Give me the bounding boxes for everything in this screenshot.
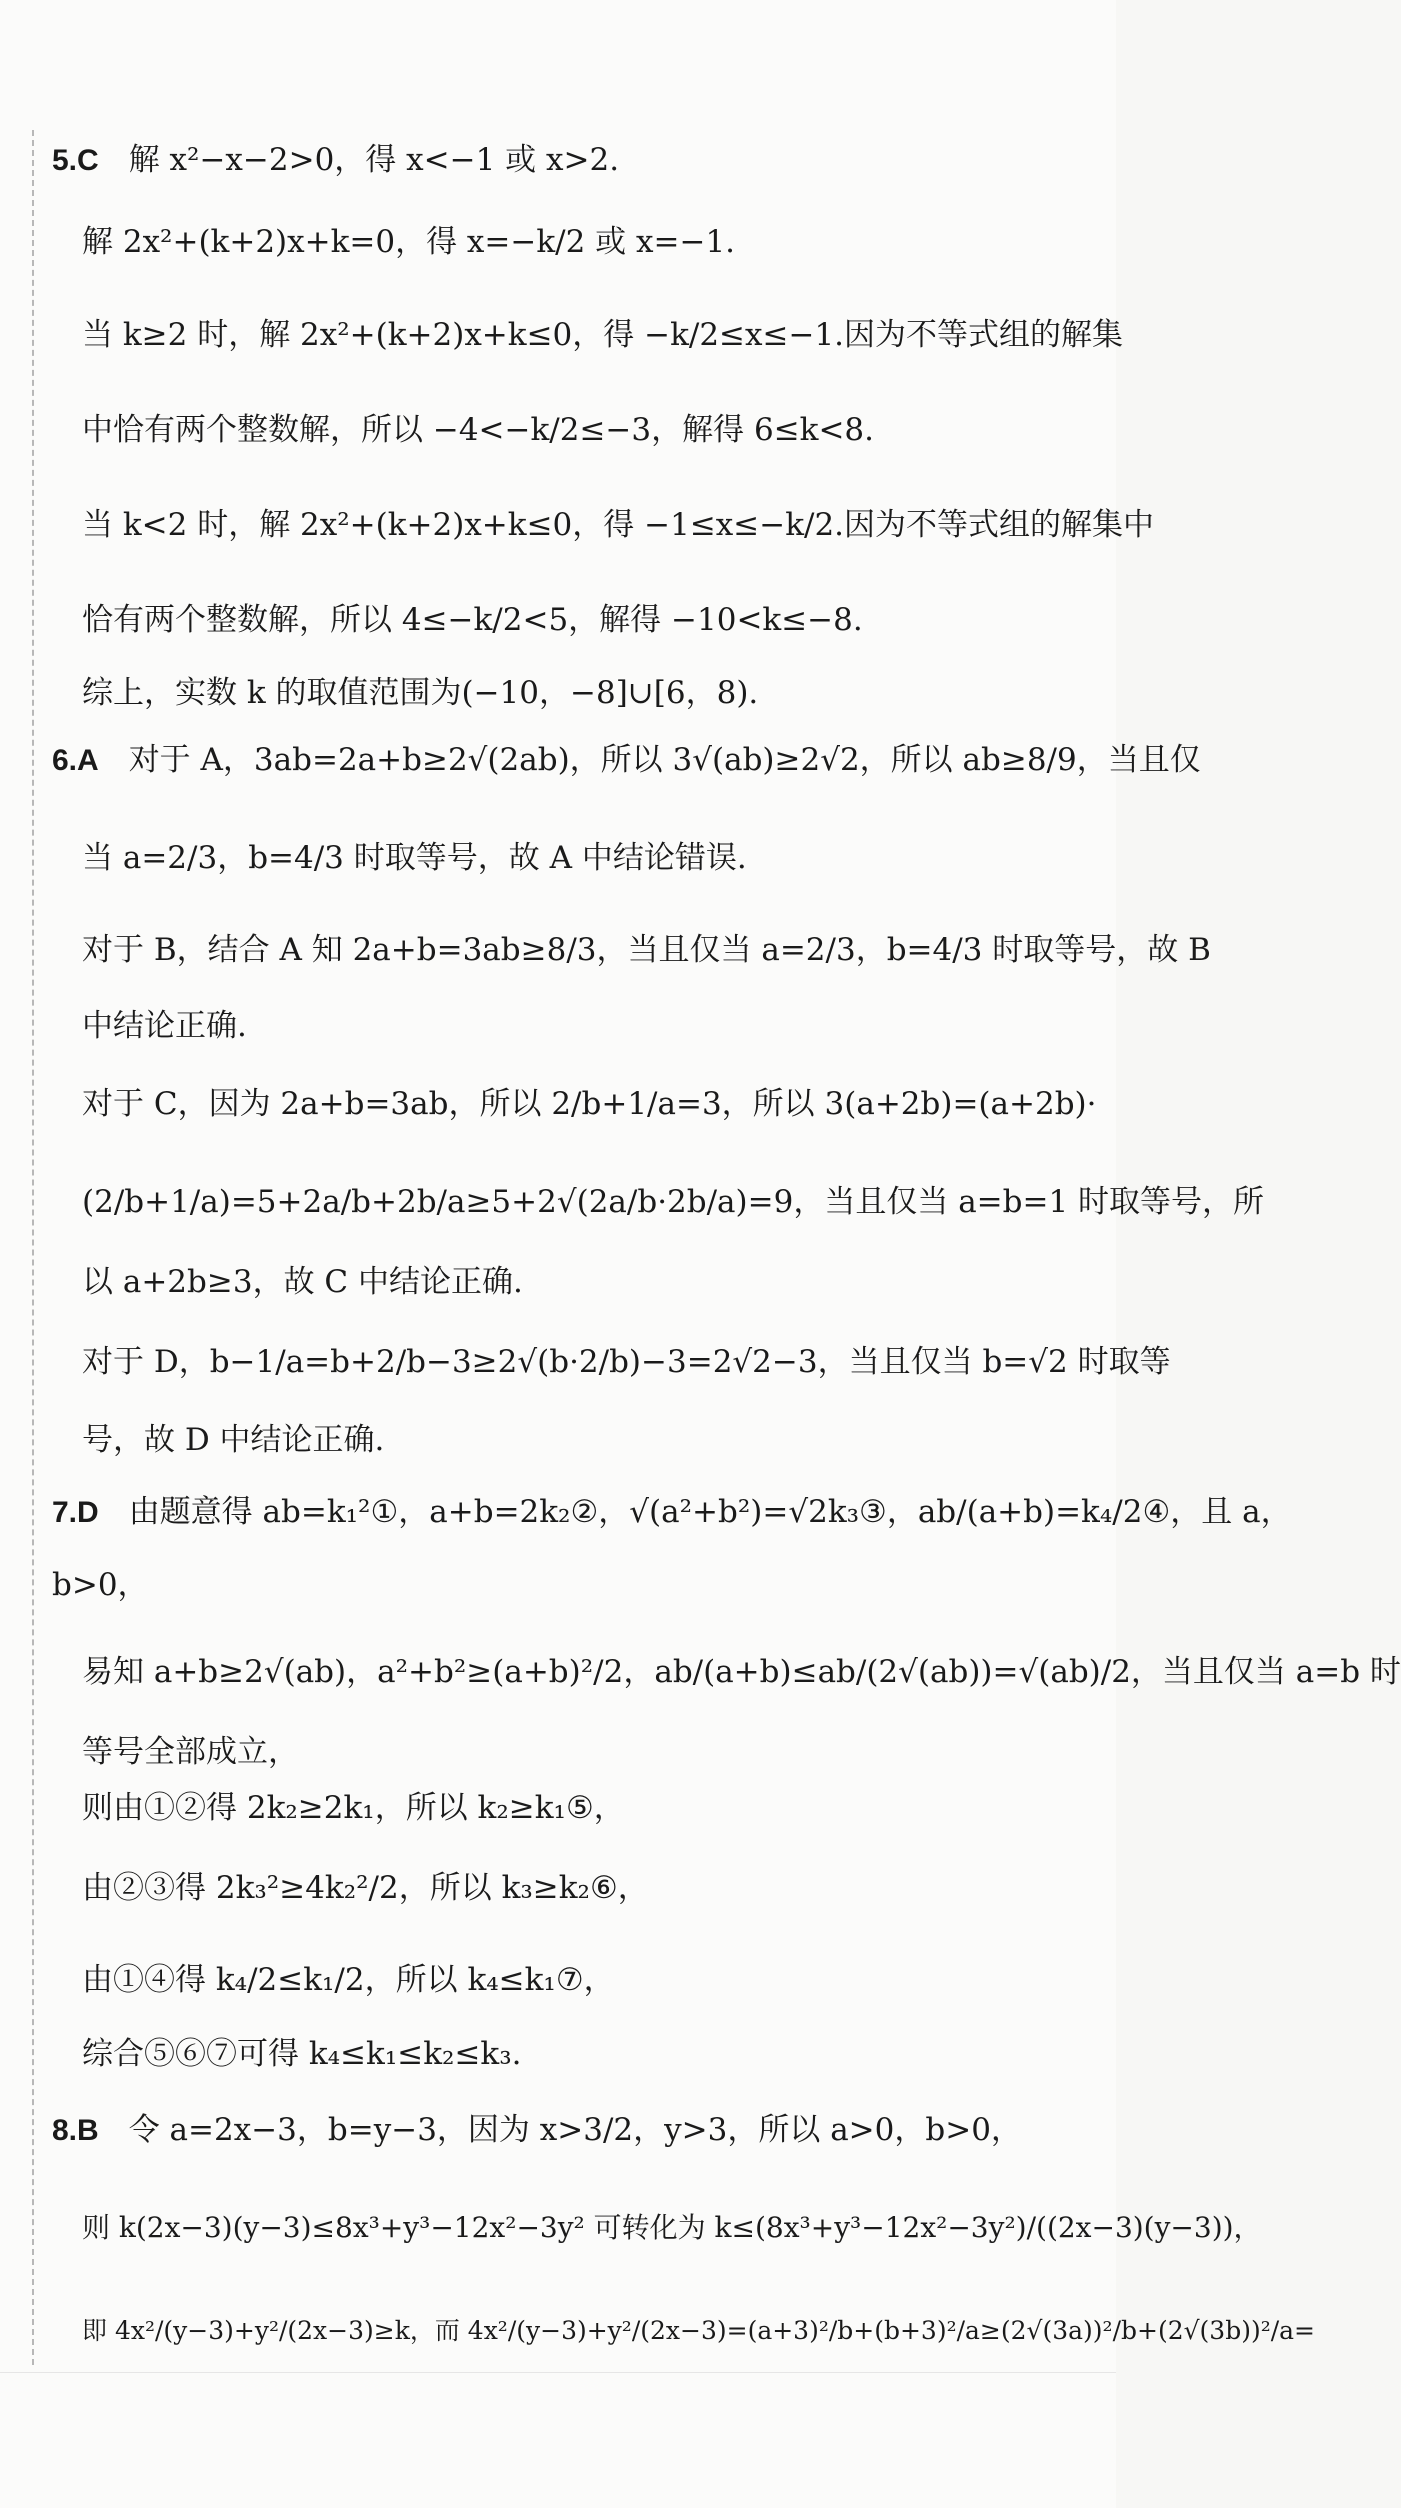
problem-6-line-3: 对于 B，结合 A 知 2a+b=3ab≥8/3，当且仅当 a=2/3，b=4/3 时取等号，故 B (82, 932, 1211, 968)
problem-6-line-4: 中结论正确. (82, 1008, 247, 1044)
problem-6-line-5: 对于 C，因为 2a+b=3ab，所以 2/b+1/a=3，所以 3(a+2b)=(a+2b)· (82, 1086, 1097, 1122)
problem-7-number: 7.D (52, 1496, 99, 1529)
problem-5-line-2: 解 2x²+(k+2)x+k=0，得 x=−k/2 或 x=−1. (82, 224, 736, 260)
problem-7-line-6: 由②③得 2k₃²≥4k₂²/2，所以 k₃≥k₂⑥， (82, 1870, 649, 1906)
problem-5-line-7: 综上，实数 k 的取值范围为(−10，−8]∪[6，8). (82, 675, 759, 711)
problem-8-line-3: 即 4x²/(y−3)+y²/(2x−3)≥k，而 4x²/(y−3)+y²/(2x−3)=(a+3)²/b+(b+3)²/a≥(2√(3a))²/b+(2√(3b))²/a= (82, 2316, 1315, 2345)
problem-6-number: 6.A (52, 744, 99, 777)
problem-7-line-2: b>0， (52, 1567, 149, 1603)
problem-5-line-4: 中恰有两个整数解，所以 −4<−k/2≤−3，解得 6≤k<8. (82, 412, 875, 448)
problem-7-line-3: 易知 a+b≥2√(ab)，a²+b²≥(a+b)²/2，ab/(a+b)≤ab/(2√(ab))=√(ab)/2，当且仅当 a=b 时 (82, 1654, 1401, 1690)
problem-5-line-6: 恰有两个整数解，所以 4≤−k/2<5，解得 −10<k≤−8. (82, 602, 863, 638)
problem-5-line-3: 当 k≥2 时，解 2x²+(k+2)x+k≤0，得 −k/2≤x≤−1.因为不等式组的解集 (82, 317, 1124, 353)
problem-8-line-1: 8.B 令 a=2x−3，b=y−3，因为 x>3/2，y>3，所以 a>0，b>0， (52, 2112, 1022, 2148)
problem-7-line-8: 综合⑤⑥⑦可得 k₄≤k₁≤k₂≤k₃. (82, 2036, 522, 2072)
bottom-divider (0, 2372, 1116, 2373)
problem-8-number: 8.B (52, 2114, 99, 2147)
problem-7-line-7: 由①④得 k₄/2≤k₁/2，所以 k₄≤k₁⑦， (82, 1962, 615, 1998)
problem-5-line-5: 当 k<2 时，解 2x²+(k+2)x+k≤0，得 −1≤x≤−k/2.因为不等式组的解集中 (82, 507, 1155, 543)
left-dashed-rule (32, 130, 34, 2365)
problem-6-line-7: 以 a+2b≥3，故 C 中结论正确. (82, 1264, 523, 1300)
problem-7-line-1: 7.D 由题意得 ab=k₁²①，a+b=2k₂②，√(a²+b²)=√2k₃③，ab/(a+b)=k₄/2④，且 a， (52, 1494, 1292, 1530)
problem-6-line-9: 号，故 D 中结论正确. (82, 1422, 385, 1458)
problem-7-line-4: 等号全部成立， (82, 1734, 299, 1770)
problem-5-line-1: 5.C 解 x²−x−2>0，得 x<−1 或 x>2. (52, 142, 620, 178)
problem-6-line-8: 对于 D，b−1/a=b+2/b−3≥2√(b·2/b)−3=2√2−3，当且仅当 b=√2 时取等 (82, 1344, 1171, 1380)
problem-6-line-2: 当 a=2/3，b=4/3 时取等号，故 A 中结论错误. (82, 840, 747, 876)
problem-6-line-1: 6.A 对于 A，3ab=2a+b≥2√(2ab)，所以 3√(ab)≥2√2，所以 ab≥8/9，当且仅 (52, 742, 1201, 778)
problem-6-line-6: (2/b+1/a)=5+2a/b+2b/a≥5+2√(2a/b·2b/a)=9，当且仅当 a=b=1 时取等号，所 (82, 1184, 1265, 1220)
problem-8-line-2: 则 k(2x−3)(y−3)≤8x³+y³−12x²−3y² 可转化为 k≤(8x³+y³−12x²−3y²)/((2x−3)(y−3))， (82, 2211, 1262, 2244)
problem-7-line-5: 则由①②得 2k₂≥2k₁，所以 k₂≥k₁⑤， (82, 1790, 625, 1826)
problem-5-number: 5.C (52, 144, 99, 177)
